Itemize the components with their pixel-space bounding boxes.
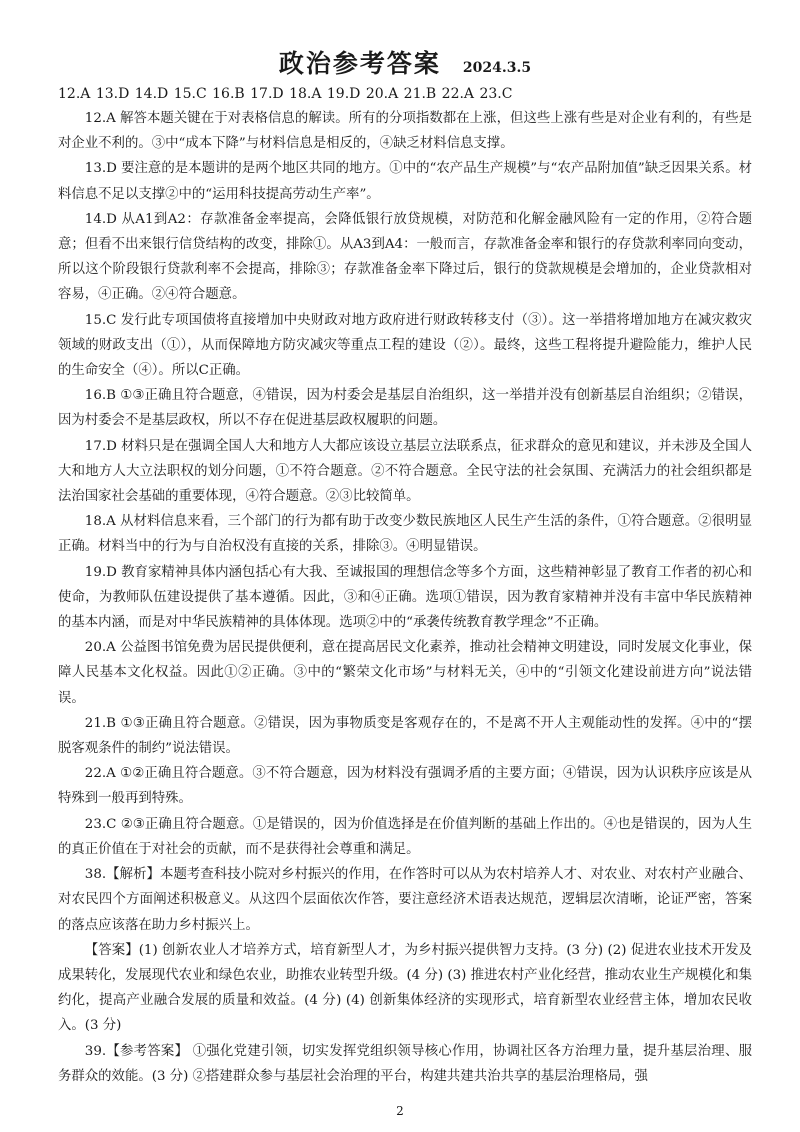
page-number: 2	[396, 1104, 404, 1118]
explanation-q12: 12.A 解答本题关键在于对表格信息的解读。所有的分项指数都在上涨，但这些上涨有些是对企业有利的，有些是对企业不利的。③中“成本下降”与材料信息是相反的，④缺乏材料信息支撑。	[58, 111, 752, 152]
page-title: 政治参考答案	[278, 49, 441, 78]
explanation-q17: 17.D 材料只是在强调全国人大和地方人大都应该设立基层立法联系点，征求群众的意见和建议，并未涉及全国人大和地方人大立法职权的划分问题，①不符合题意。②不符合题意。全民守法的社会氛围、充满活力的社会组织都是法治国家社会基础的重要体现，④符合题意。②③比较简单。	[58, 438, 752, 505]
explanation-q16: 16.B ①③正确且符合题意，④错误，因为村委会是基层自治组织，这一举措并没有创新基层自治组织；②错误，因为村委会不是基层政权，所以不存在促进基层政权履职的问题。	[58, 388, 752, 429]
analysis-q38: 38.【解析】本题考查科技小院对乡村振兴的作用，在作答时可以从为农村培养人才、对农业、对农村产业融合、对农民四个方面阐述积极意义。从这四个层面依次作答，要注意经济术语表达规范，逻辑层次清晰，论证严密，答案的落点应该落在助力乡村振兴上。	[58, 867, 752, 933]
explanation-q15: 15.C 发行此专项国债将直接增加中央财政对地方政府进行财政转移支付（③）。这一举措将增加地方在减灾救灾领域的财政支出（①），从而保障地方防灾减灾等重点工程的建设（②）。最终，这些工程将提升避险能力，维护人民的生命安全（④）。所以C正确。	[58, 312, 752, 379]
explanation-q23: 23.C ②③正确且符合题意。①是错误的，因为价值选择是在价值判断的基础上作出的。④也是错误的，因为人生的真正价值在于对社会的贡献，而不是获得社会尊重和满足。	[58, 816, 752, 857]
title-row	[58, 44, 752, 76]
explanation-q21: 21.B ①③正确且符合题意。②错误，因为事物质变是客观存在的，不是离不开人主观能动性的发挥。④中的“摆脱客观条件的制约”说法错误。	[58, 715, 752, 757]
exam-date: 2024.3.5	[462, 60, 532, 76]
answer-q39: 39.【参考答案】 ①强化党建引领，切实发挥党组织领导核心作用，协调社区各方治理力量，提升基层治理、服务群众的效能。(3 分) ②搭建群众参与基层社会治理的平台，构建共建共治共享的基层治理格局，强	[58, 1043, 752, 1084]
explanation-q18: 18.A 从材料信息来看，三个部门的行为都有助于改变少数民族地区人民生产生活的条件，①符合题意。②很明显正确。材料当中的行为与自治权没有直接的关系，排除③。④明显错误。	[58, 514, 752, 555]
explanation-q20: 20.A 公益图书馆免费为居民提供便利，意在提高居民文化素养，推动社会精神文明建设，同时发展文化事业，保障人民基本文化权益。因此①②正确。③中的“繁荣文化市场”与材料无关，④中的“引领文化建设前进方向”说法错误。	[58, 640, 752, 706]
explanation-q14: 14.D 从A1到A2：存款准备金率提高，会降低银行放贷规模，对防范和化解金融风险有一定的作用，②符合题意；但看不出来银行信贷结构的改变，排除①。从A3到A4：一般而言，存款准备金率和银行的存贷款利率同向变动，所以这个阶段银行贷款利率不会提高，排除③；存款准备金率下降过后，银行的贷款规模是会增加的，企业贷款相对容易，④正确。②④符合题意。	[58, 211, 752, 303]
explanation-q22: 22.A ①②正确且符合题意。③不符合题意，因为材料没有强调矛盾的主要方面；④错误，因为认识秩序应该是从特殊到一般再到特殊。	[58, 766, 752, 807]
answer-key-line: 12.A 13.D 14.D 15.C 16.B 17.D 18.A 19.D 20.A 21.B 22.A 23.C	[58, 86, 513, 102]
answer-q38: 【答案】(1) 创新农业人才培养方式，培育新型人才，为乡村振兴提供智力支持。(3 分) (2) 促进农业技术开发及成果转化，发展现代农业和绿色农业，助推农业转型升级。(4 分) (3) 推进农村产业化经营，推动农业生产规模化和集约化，提高产业融合发展的质量和效益。(4 分) (4) 创新集体经济的实现形式，培育新型农业经营主体，增加农民收入。(3 分)	[58, 942, 752, 1034]
explanation-q13: 13.D 要注意的是本题讲的是两个地区共同的地方。①中的“农产品生产规模”与“农产品附加值”缺乏因果关系。材料信息不足以支撑②中的“运用科技提高劳动生产率”。	[58, 161, 752, 202]
explanation-q19: 19.D 教育家精神具体内涵包括心有大我、至诚报国的理想信念等多个方面，这些精神彰显了教育工作者的初心和使命，为教师队伍建设提供了基本遵循。因此，③和④正确。选项①错误，因为教育家精神并没有丰富中华民族精神的基本内涵，而是对中华民族精神的具体体现。选项②中的“承袭传统教育教学理念”不正确。	[58, 564, 752, 631]
